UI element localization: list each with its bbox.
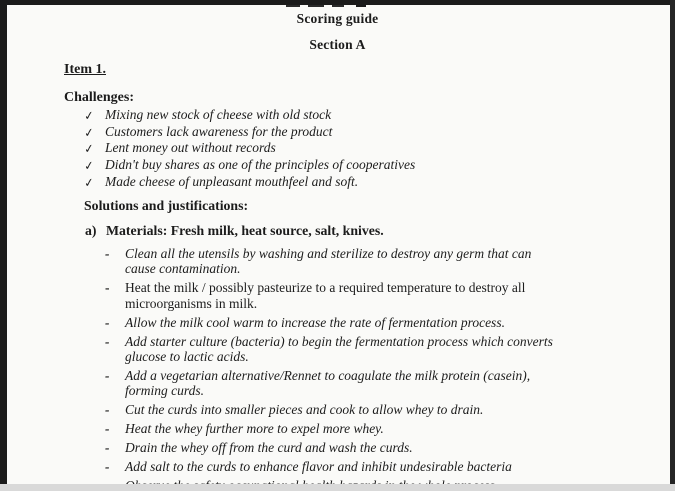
challenge-item [84,140,584,157]
page-title: Scoring guide [296,11,379,26]
checkmark-icon: ✓ [83,174,95,191]
checkmark-icon: ✓ [83,158,95,174]
dash-icon: - [105,314,110,330]
solutions-heading: Solutions and justifications: [84,198,249,213]
part-a-heading-line [85,223,384,239]
solution-text: Allow the milk cool warm to increase the rate of fermentation process. [125,314,505,330]
scan-border-top [0,0,675,5]
scan-edge-strip-bottom [0,484,675,491]
solution-item [103,280,565,311]
dash-icon: - [105,367,110,383]
challenge-text: Made cheese of unpleasant mouthfeel and soft. [105,173,359,189]
solution-text: Drain the whey off from the curd and wash the curds. [125,439,413,455]
solution-text: Heat the whey further more to expel more whey. [125,421,384,437]
dash-icon: - [105,439,110,455]
solution-text: Add salt to the curds to enhance flavor and inhibit undesirable bacteria [125,458,512,474]
solution-item [103,334,565,365]
checkmark-icon: ✓ [83,141,95,157]
solution-text: Add starter culture (bacteria) to begin the fermentation process which converts glucose to lactic acids. [125,333,553,364]
part-heading: Materials: Fresh milk, heat source, salt, knives. [106,223,384,238]
solution-text: Add a vegetarian alternative/Rennet to coagulate the milk protein (casein), forming curds. [125,367,531,399]
scan-border-right [670,0,675,484]
part-label: a) [85,223,97,238]
dash-icon: - [105,246,110,261]
challenges-heading: Challenges: [64,90,134,105]
dash-icon: - [105,458,110,474]
solution-item [103,459,565,474]
solution-item [103,402,565,417]
solution-item [103,421,565,436]
solution-text: Clean all the utensils by washing and sterilize to destroy any germ that can cause contamination. [125,246,532,277]
dash-icon: - [105,280,110,296]
challenge-text: Didn't buy shares as one of the principles of cooperatives [105,157,416,173]
solution-text: Cut the curds into smaller pieces and cook to allow whey to drain. [125,402,484,418]
checkmark-icon: ✓ [83,124,95,141]
solution-text: Heat the milk / possibly pasteurize to a required temperature to destroy all microorganisms in milk. [125,280,526,311]
dash-icon: - [105,333,110,349]
challenge-text: Customers lack awareness for the product [105,123,333,139]
dash-icon: - [105,421,110,437]
solution-item [103,440,565,455]
scan-border-left [0,0,7,484]
section-subtitle: Section A [309,37,366,52]
challenge-item [84,124,584,141]
challenge-item [84,174,584,191]
item-heading: Item 1. [64,62,106,77]
dash-icon: - [105,402,110,418]
solution-item [103,246,565,277]
challenge-text: Mixing new stock of cheese with old stock [105,107,332,122]
solution-item [103,368,565,399]
challenge-list [84,107,584,191]
challenge-item [84,157,584,174]
checkmark-icon: ✓ [83,108,95,124]
challenge-text: Lent money out without records [105,140,276,156]
challenge-item [84,107,584,124]
solution-item [103,315,565,330]
solution-list [103,246,565,491]
